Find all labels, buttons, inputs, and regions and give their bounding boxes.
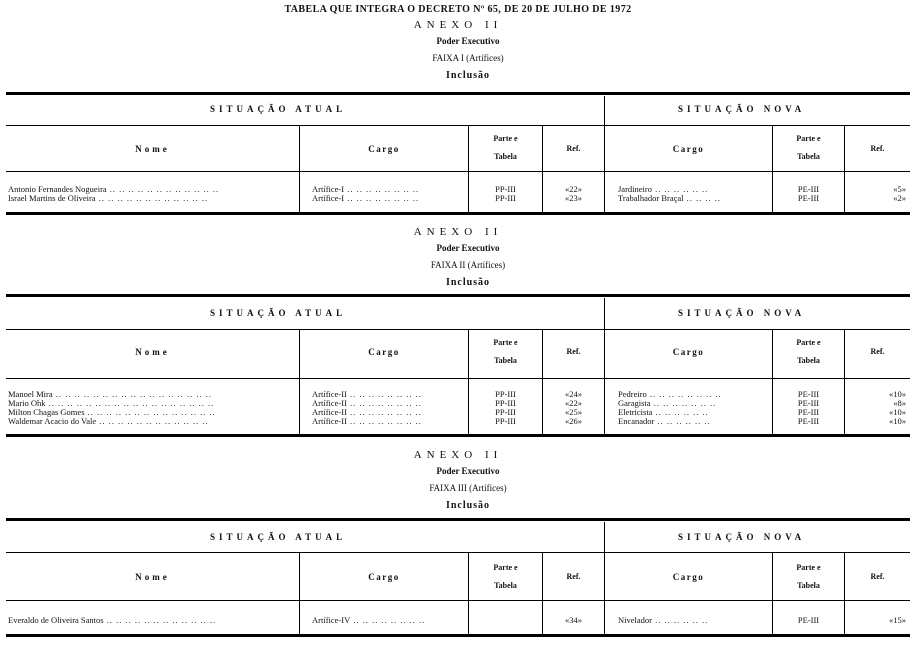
- parte-cell: PP-III: [495, 390, 516, 399]
- ref-cell: «25»: [565, 408, 582, 417]
- tabela-label: Tabela: [494, 152, 517, 161]
- table-row: [6, 185, 910, 194]
- faixa-label: FAIXA III (Artífices): [429, 483, 507, 493]
- cargo-cell: Artífice-I .. .. .. .. .. .. .. ..: [312, 194, 420, 203]
- rule: [6, 600, 910, 601]
- faixa-label: FAIXA I (Artífices): [432, 53, 504, 63]
- parte-cell: PP-III: [495, 399, 516, 408]
- faixa-label: FAIXA II (Artífices): [430, 260, 506, 270]
- parte-nova-cell: PE-III: [797, 399, 820, 408]
- anexo-label: ANEXO II: [413, 226, 503, 238]
- tabela-label: Tabela: [797, 152, 820, 161]
- parte-tabela-novo-header: [773, 334, 844, 370]
- tabela-label: Tabela: [494, 356, 517, 365]
- cargo-cell: Artífice-II .. .. .. .. .. .. .. ..: [312, 417, 422, 426]
- cargo-cell: Artífice-II .. .. .. .. .. .. .. ..: [312, 390, 422, 399]
- ref-nova-cell: «10»: [889, 417, 906, 426]
- situacao-atual-header: SITUAÇÃO ATUAL: [210, 308, 347, 318]
- anexo-label: ANEXO II: [413, 449, 503, 461]
- situacao-nova-header: SITUAÇÃO NOVA: [678, 308, 806, 318]
- cargo-header: Cargo: [368, 144, 400, 154]
- parte-cell: PP-III: [495, 417, 516, 426]
- situacao-nova-header: SITUAÇÃO NOVA: [678, 104, 806, 114]
- cargo-cell: Artífice-IV .. .. .. .. .. .. .. ..: [312, 616, 426, 625]
- parte-tabela-header: [469, 334, 542, 370]
- table-faixa-3: [6, 518, 910, 642]
- ref-cell: «23»: [565, 194, 582, 203]
- cargo-value: Artífice-II: [312, 399, 347, 408]
- anexo-label: ANEXO II: [413, 19, 503, 31]
- cargo-novo-header: Cargo: [672, 144, 705, 154]
- ref-header: Ref.: [566, 347, 581, 356]
- tabela-label: Tabela: [797, 356, 820, 365]
- table-row: [6, 390, 910, 399]
- cargo-cell: Artífice-I .. .. .. .. .. .. .. ..: [312, 185, 420, 194]
- cargo-novo-header: Cargo: [672, 572, 705, 582]
- cargo-value: Artífice-I: [312, 194, 345, 203]
- nome-header: Nome: [135, 572, 170, 582]
- nome-cell: Waldemar Acacio do Vale .. .. .. .. .. .. .. .. .. .. .. ..: [8, 417, 209, 426]
- poder-label: Poder Executivo: [436, 36, 500, 46]
- table-row: [6, 417, 910, 426]
- tabela-label: Tabela: [797, 581, 820, 590]
- table-row: [6, 616, 910, 625]
- parte-nova-cell: PE-III: [797, 408, 820, 417]
- ref-cell: «22»: [565, 185, 582, 194]
- nome-value: Milton Chagas Gomes: [8, 408, 85, 417]
- parte-label: Parte e: [796, 134, 821, 143]
- nome-cell: Everaldo de Oliveira Santos .. .. .. .. .. .. .. .. .. .. .. ..: [8, 616, 217, 625]
- rule: [6, 171, 910, 172]
- cargo-value: Artífice-I: [312, 185, 345, 194]
- cargo-header: Cargo: [368, 572, 400, 582]
- ref-nova-cell: «10»: [889, 408, 906, 417]
- nome-cell: Israel Martins de Oliveira .. .. .. .. .. .. .. .. .. .. .. ..: [8, 194, 209, 203]
- cargo-novo-value: Pedreiro: [618, 390, 647, 399]
- table-row: [6, 194, 910, 203]
- nome-value: Everaldo de Oliveira Santos: [8, 616, 104, 625]
- tabela-label: Tabela: [494, 581, 517, 590]
- poder-label: Poder Executivo: [436, 466, 500, 476]
- nome-value: Mario Ohk: [8, 399, 46, 408]
- nome-cell: Antonio Fernandes Nogueira .. .. .. .. .. .. .. .. .. .. .. ..: [8, 185, 220, 194]
- ref-nova-cell: «5»: [893, 185, 906, 194]
- cargo-novo-cell: Pedreiro .. .. .. .. .. .. .. ..: [618, 390, 722, 399]
- cargo-novo-header: Cargo: [672, 347, 705, 357]
- cargo-novo-value: Garagista: [618, 399, 651, 408]
- ref-nova-cell: «10»: [889, 390, 906, 399]
- rule: [6, 518, 910, 521]
- cargo-novo-value: Nivelador: [618, 616, 652, 625]
- rule: [6, 294, 910, 297]
- annex-header-2: [0, 226, 916, 291]
- parte-label: Parte e: [796, 338, 821, 347]
- situacao-atual-header: SITUAÇÃO ATUAL: [210, 104, 347, 114]
- cargo-value: Artífice-IV: [312, 616, 351, 625]
- parte-cell: PP-III: [495, 408, 516, 417]
- annex-header-3: [0, 449, 916, 514]
- rule: [6, 92, 910, 95]
- cargo-novo-cell: Garagista .. .. .. .. .. .. ..: [618, 399, 717, 408]
- ref-cell: «34»: [565, 616, 582, 625]
- cargo-novo-cell: Trabalhador Braçal .. .. .. ..: [618, 194, 722, 203]
- parte-cell: PP-III: [495, 194, 516, 203]
- inclusao-label: Inclusão: [445, 277, 491, 288]
- parte-nova-cell: PE-III: [797, 194, 820, 203]
- ref-nova-cell: «15»: [889, 616, 906, 625]
- cargo-novo-cell: Eletricista .. .. .. .. .. ..: [618, 408, 709, 417]
- table-row: [6, 399, 910, 408]
- rule: [6, 378, 910, 379]
- cargo-value: Artífice-II: [312, 390, 347, 399]
- rule: [6, 634, 910, 637]
- parte-label: Parte e: [493, 563, 518, 572]
- inclusao-label: Inclusão: [445, 500, 491, 511]
- cargo-value: Artífice-II: [312, 408, 347, 417]
- parte-nova-cell: PE-III: [797, 616, 820, 625]
- rule: [6, 552, 910, 553]
- parte-tabela-header: [469, 130, 542, 166]
- ref-novo-header: Ref.: [870, 572, 885, 581]
- cargo-novo-value: Eletricista: [618, 408, 653, 417]
- rule: [6, 212, 910, 215]
- nome-header: Nome: [135, 144, 170, 154]
- situacao-nova-header: SITUAÇÃO NOVA: [678, 532, 806, 542]
- document-title: TABELA QUE INTEGRA O DECRETO Nº 65, DE 20 DE JULHO DE 1972: [284, 4, 632, 15]
- cargo-header: Cargo: [368, 347, 400, 357]
- inclusao-label: Inclusão: [445, 70, 491, 81]
- rule: [6, 329, 910, 330]
- ref-cell: «26»: [565, 417, 582, 426]
- ref-cell: «22»: [565, 399, 582, 408]
- parte-tabela-header: [469, 559, 542, 595]
- cargo-novo-cell: Encanador .. .. .. .. .. ..: [618, 417, 711, 426]
- cargo-cell: Artífice-II .. .. .. .. .. .. .. ..: [312, 408, 422, 417]
- parte-nova-cell: PE-III: [797, 390, 820, 399]
- ref-cell: «24»: [565, 390, 582, 399]
- ref-novo-header: Ref.: [870, 144, 885, 153]
- annex-header-1: [0, 19, 916, 84]
- table-faixa-2: [6, 294, 910, 436]
- parte-cell: PP-III: [495, 185, 516, 194]
- parte-tabela-novo-header: [773, 130, 844, 166]
- cargo-novo-cell: Jardineiro .. .. .. .. .. ..: [618, 185, 709, 194]
- parte-label: Parte e: [493, 338, 518, 347]
- ref-header: Ref.: [566, 572, 581, 581]
- parte-tabela-novo-header: [773, 559, 844, 595]
- rule: [6, 125, 910, 126]
- cargo-novo-cell: Nivelador .. .. .. .. .. ..: [618, 616, 709, 625]
- nome-cell: Manoel Mira .. .. .. .. .. .. .. .. .. .. .. .. .. .. .. .. ..: [8, 390, 212, 399]
- nome-value: Waldemar Acacio do Vale: [8, 417, 97, 426]
- nome-value: Israel Martins de Oliveira: [8, 194, 96, 203]
- cargo-novo-value: Encanador: [618, 417, 655, 426]
- table-row: [6, 408, 910, 417]
- situacao-atual-header: SITUAÇÃO ATUAL: [210, 532, 347, 542]
- ref-nova-cell: «2»: [893, 194, 906, 203]
- nome-header: Nome: [135, 347, 170, 357]
- nome-cell: Milton Chagas Gomes .. .. .. .. .. .. .. .. .. .. .. .. .. ..: [8, 408, 216, 417]
- ref-nova-cell: «8»: [893, 399, 906, 408]
- nome-cell: Mario Ohk .. .. .. .. .. .. .. .. .. .. .. .. .. .. .. .. .. ..: [8, 399, 215, 408]
- parte-nova-cell: PE-III: [797, 185, 820, 194]
- table-faixa-1: [6, 92, 910, 216]
- poder-label: Poder Executivo: [436, 243, 500, 253]
- parte-label: Parte e: [493, 134, 518, 143]
- cargo-cell: Artífice-II .. .. .. .. .. .. .. ..: [312, 399, 422, 408]
- cargo-novo-value: Jardineiro: [618, 185, 652, 194]
- rule: [6, 434, 910, 437]
- ref-header: Ref.: [566, 144, 581, 153]
- parte-label: Parte e: [796, 563, 821, 572]
- cargo-novo-value: Trabalhador Braçal: [618, 194, 684, 203]
- nome-value: Antonio Fernandes Nogueira: [8, 185, 107, 194]
- nome-value: Manoel Mira: [8, 390, 53, 399]
- ref-novo-header: Ref.: [870, 347, 885, 356]
- parte-nova-cell: PE-III: [797, 417, 820, 426]
- cargo-value: Artífice-II: [312, 417, 347, 426]
